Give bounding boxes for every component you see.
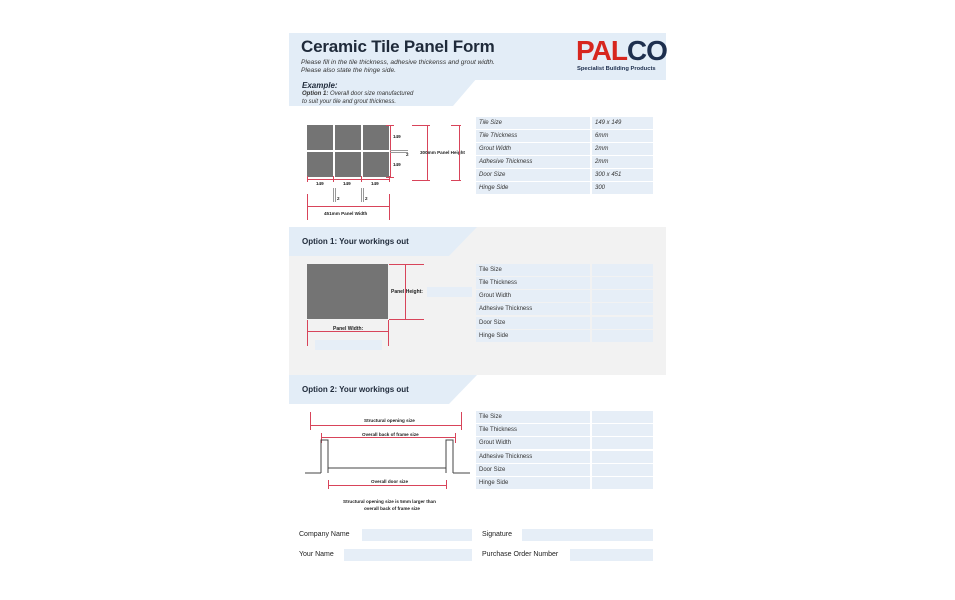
value-input[interactable] [592, 437, 653, 449]
example-text: Option 1: Overall door size manufactured to suit your tile and grout thickness. [302, 91, 414, 105]
tile [363, 152, 389, 177]
value-input[interactable] [592, 290, 653, 302]
po-number-input[interactable] [570, 549, 653, 561]
option2-title: Option 2: Your workings out [302, 385, 409, 394]
signature-input[interactable] [522, 529, 653, 541]
company-name-label: Company Name [299, 531, 350, 538]
page-title: Ceramic Tile Panel Form [301, 37, 495, 56]
value-input[interactable] [592, 264, 653, 276]
dim-tile-width-3: 149 [371, 181, 379, 186]
value-input[interactable] [592, 303, 653, 315]
example-title: Example: [302, 81, 338, 90]
dim-tile-width-2: 149 [343, 181, 351, 186]
tile [335, 125, 361, 150]
dim-grout-h-2: 2 [365, 196, 368, 201]
panel-height-label: Panel Height: [391, 289, 423, 295]
value-input[interactable] [592, 317, 653, 329]
your-name-input[interactable] [344, 549, 472, 561]
logo-tagline: Specialist Building Products [577, 66, 656, 72]
po-number-label: Purchase Order Number [482, 551, 559, 558]
dim-tile-height: 149 [393, 134, 401, 139]
value-input[interactable] [592, 411, 653, 423]
palco-logo: PALCO [576, 35, 667, 66]
instructions-text: Please fill in the tile thickness, adhesive thickenss and grout width. Please also state the hinge side. [301, 59, 495, 74]
tile [335, 152, 361, 177]
panel-height-input[interactable] [427, 287, 472, 297]
value-input[interactable] [592, 451, 653, 463]
option1-title: Option 1: Your workings out [302, 237, 409, 246]
dim-panel-width: 451mm Panel Width [324, 211, 368, 216]
panel-width-input[interactable] [315, 340, 382, 350]
dim-panel-height: 300mm Panel Height [420, 150, 465, 155]
value-input[interactable] [592, 464, 653, 476]
value-input[interactable] [592, 477, 653, 489]
tile [307, 125, 333, 150]
structural-note: Structural opening size is 5mm larger than [343, 499, 436, 504]
company-name-input[interactable] [362, 529, 472, 541]
tile [363, 125, 389, 150]
value-input[interactable] [592, 330, 653, 342]
value-input[interactable] [592, 277, 653, 289]
panel-width-label: Panel Width: [333, 326, 364, 332]
tile [307, 152, 333, 177]
dim-tile-width: 149 [316, 181, 324, 186]
door-size-label: Overall door size [371, 479, 409, 484]
your-name-label: Your Name [299, 551, 334, 558]
signature-label: Signature [482, 531, 512, 538]
frame-outline [300, 438, 475, 478]
frame-size-label: Overall back of frame size [362, 432, 419, 437]
dim-grout-v: 2 [406, 152, 409, 157]
dim-grout-h: 2 [337, 196, 340, 201]
dim-tile-height-2: 149 [393, 162, 401, 167]
structural-opening-label: Structural opening size [364, 418, 415, 423]
panel-box [307, 264, 388, 319]
structural-note-2: overall back of frame size [364, 506, 420, 511]
value-input[interactable] [592, 424, 653, 436]
